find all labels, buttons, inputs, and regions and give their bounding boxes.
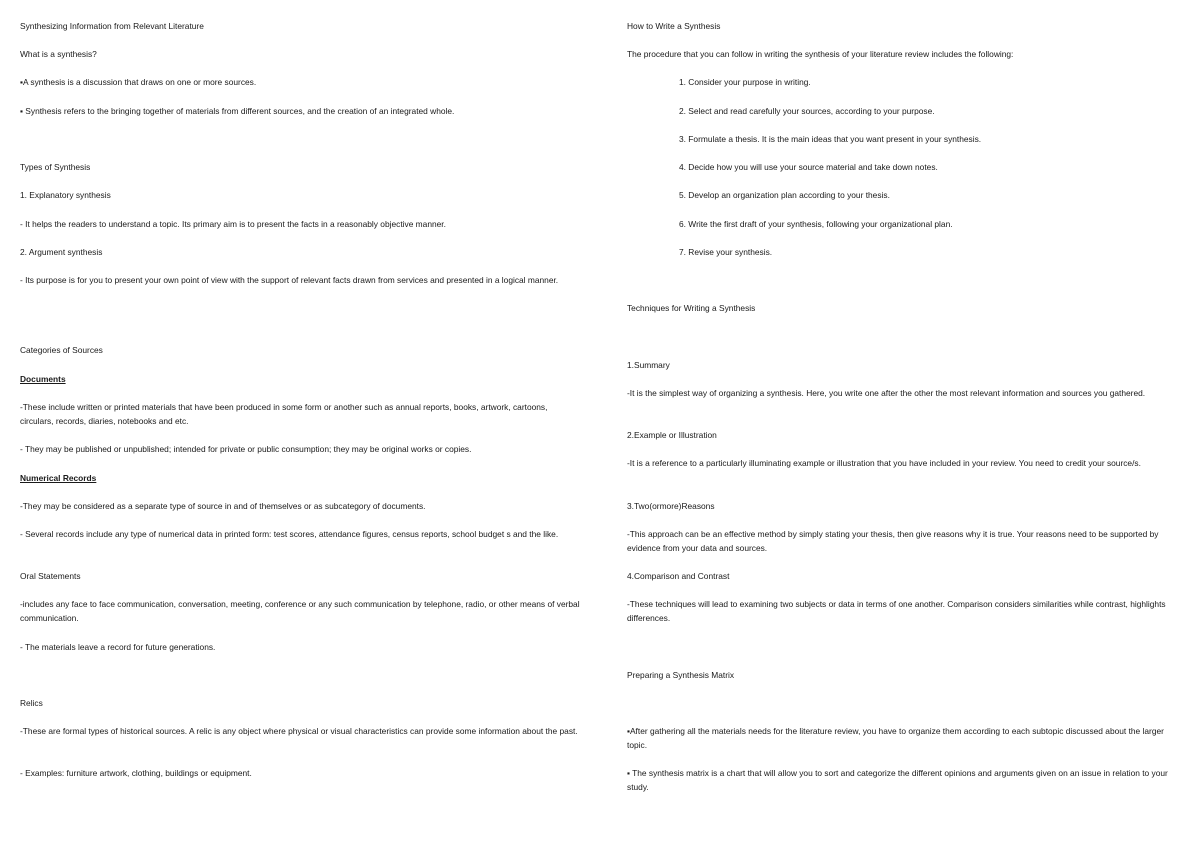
step-item: 7. Revise your synthesis. [679,247,773,257]
section-heading: Types of Synthesis [20,162,91,172]
step-item: 6. Write the first draft of your synthesis, following your organizational plan. [679,219,953,229]
doc-title: Synthesizing Information from Relevant Literature [20,21,204,31]
step-item: 1. Consider your purpose in writing. [679,77,811,87]
paragraph: -includes any face to face communication, conversation, meeting, conference or any such communication by telephone, radio, or other means of verbal communication. [20,599,580,623]
technique-heading: 3.Two(ormore)Reasons [627,501,715,511]
paragraph: -These include written or printed materials that have been produced in some form or another such as annual reports, books, artwork, cartoons, circulars, records, diaries, notebooks and etc. [20,402,548,426]
subheading-documents: Documents [20,374,66,384]
bullet-point: ▪After gathering all the materials needs for the literature review, you have to organize them according to each subtopic discussed about the larger topic. [627,726,1164,750]
list-item: 1. Explanatory synthesis [20,190,111,200]
paragraph: - The materials leave a record for future generations. [20,642,216,652]
paragraph: - They may be published or unpublished; intended for private or public consumption; they may be original works or copies. [20,444,472,454]
section-heading: Preparing a Synthesis Matrix [627,670,735,680]
bullet-point: ▪ The synthesis matrix is a chart that will allow you to sort and categorize the different opinions and arguments given on an issue in relation to your study. [627,768,1168,792]
section-heading: Techniques for Writing a Synthesis [627,303,756,313]
bullet-point: ▪A synthesis is a discussion that draws on one or more sources. [20,77,257,87]
paragraph: -It is a reference to a particularly illuminating example or illustration that you have included in your review. You need to credit your source/s. [627,458,1141,468]
section-heading: Categories of Sources [20,345,103,355]
technique-heading: 1.Summary [627,360,670,370]
paragraph: - Examples: furniture artwork, clothing, buildings or equipment. [20,768,252,778]
step-item: 4. Decide how you will use your source material and take down notes. [679,162,938,172]
section-heading: What is a synthesis? [20,49,97,59]
paragraph: -These are formal types of historical sources. A relic is any object where physical or visual characteristics can provide some information about the past. [20,726,578,736]
subheading-oral-statements: Oral Statements [20,571,81,581]
paragraph: -This approach can be an effective method by simply stating your thesis, then give reasons why it is true. Your reasons need to be supported by evidence from your data and sources. [627,529,1159,553]
paragraph: The procedure that you can follow in writing the synthesis of your literature review includes the following: [627,49,1014,59]
paragraph: -It is the simplest way of organizing a synthesis. Here, you write one after the other the most relevant information and sources you gathered. [627,388,1146,398]
paragraph: -They may be considered as a separate type of source in and of themselves or as subcategory of documents. [20,501,426,511]
section-heading: How to Write a Synthesis [627,21,721,31]
bullet-point: ▪ Synthesis refers to the bringing together of materials from different sources, and the creation of an integrated whole. [20,106,455,116]
list-item: 2. Argument synthesis [20,247,103,257]
subheading-numerical-records: Numerical Records [20,473,97,483]
paragraph: - It helps the readers to understand a topic. Its primary aim is to present the facts in a reasonably objective manner. [20,219,446,229]
subheading-relics: Relics [20,698,43,708]
paragraph: - Its purpose is for you to present your own point of view with the support of relevant facts drawn from services and presented in a logical manner. [20,275,559,285]
step-item: 5. Develop an organization plan according to your thesis. [679,190,890,200]
technique-heading: 2.Example or Illustration [627,430,717,440]
technique-heading: 4.Comparison and Contrast [627,571,730,581]
paragraph: - Several records include any type of numerical data in printed form: test scores, attendance figures, census reports, school budget s and the like. [20,529,559,539]
paragraph: -These techniques will lead to examining two subjects or data in terms of one another. Comparison considers similarities while contrast, highlights differences. [627,599,1166,623]
step-item: 3. Formulate a thesis. It is the main ideas that you want present in your synthesis. [679,134,982,144]
step-item: 2. Select and read carefully your sources, according to your purpose. [679,106,935,116]
